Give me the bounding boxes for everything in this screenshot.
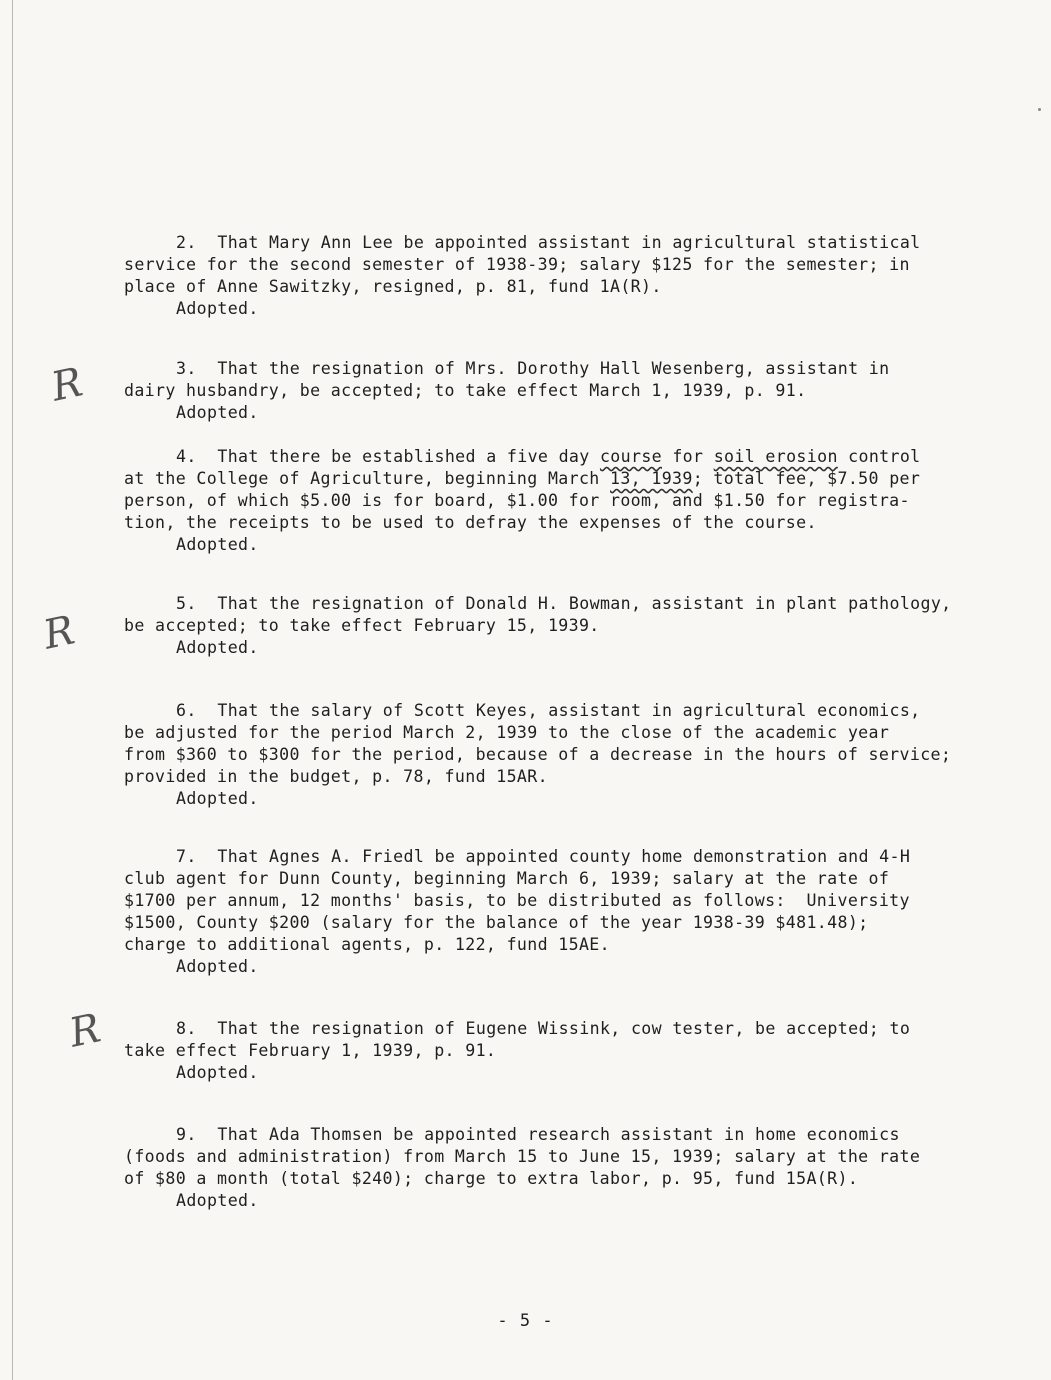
item-line: provided in the budget, p. 78, fund 15AR. [124, 767, 548, 786]
item-line: $1500, County $200 (salary for the balance of the year 1938-39 $481.48); [124, 913, 869, 932]
item-line: from $360 to $300 for the period, because of a decrease in the hours of service; [124, 745, 952, 764]
resolution-item-9 [124, 1124, 964, 1212]
margin-mark-r-item3: R [47, 359, 87, 411]
underlined-soil-erosion: soil erosion [713, 447, 838, 466]
text-run: 4. That there be established a five day [176, 447, 600, 466]
item-line: charge to additional agents, p. 122, fund 15AE. [124, 935, 610, 954]
resolution-item-4 [124, 446, 964, 556]
item-line: $1700 per annum, 12 months' basis, to be distributed as follows: University [124, 891, 910, 910]
margin-mark-r-item8: R [65, 1005, 105, 1057]
item-line: club agent for Dunn County, beginning March 6, 1939; salary at the rate of [124, 869, 890, 888]
item-line: 5. That the resignation of Donald H. Bowman, assistant in plant pathology, [176, 594, 952, 613]
text-run: control [837, 447, 921, 466]
item-line: 2. That Mary Ann Lee be appointed assistant in agricultural statistical [176, 233, 921, 252]
item-line: service for the second semester of 1938-39; salary $125 for the semester; in [124, 255, 910, 274]
text-run: for [662, 447, 714, 466]
item-line: 3. That the resignation of Mrs. Dorothy Hall Wesenberg, assistant in [176, 359, 890, 378]
resolution-item-2 [124, 232, 964, 320]
item-line: take effect February 1, 1939, p. 91. [124, 1041, 497, 1060]
item-line: of $80 a month (total $240); charge to extra labor, p. 95, fund 15A(R). [124, 1169, 859, 1188]
adopted-status: Adopted. [176, 299, 259, 318]
adopted-status: Adopted. [176, 535, 259, 554]
adopted-status: Adopted. [176, 1063, 259, 1082]
adopted-status: Adopted. [176, 403, 259, 422]
item-line [124, 468, 964, 490]
item-line: (foods and administration) from March 15 to June 15, 1939; salary at the rate [124, 1147, 921, 1166]
scan-speck [1038, 108, 1041, 111]
adopted-status: Adopted. [176, 789, 259, 808]
item-line: 8. That the resignation of Eugene Wissink, cow tester, be accepted; to [176, 1019, 911, 1038]
resolution-item-6 [124, 700, 964, 810]
page-left-edge [12, 0, 13, 1380]
resolution-item-7 [124, 846, 964, 978]
item-line: dairy husbandry, be accepted; to take effect March 1, 1939, p. 91. [124, 381, 807, 400]
item-line: 9. That Ada Thomsen be appointed research assistant in home economics [176, 1125, 900, 1144]
resolution-item-8 [124, 1018, 964, 1084]
underlined-date: 13, 1939 [610, 469, 693, 488]
item-line: tion, the receipts to be used to defray the expenses of the course. [124, 513, 817, 532]
adopted-status: Adopted. [176, 638, 259, 657]
page-number: - 5 - [497, 1311, 554, 1331]
adopted-status: Adopted. [176, 957, 259, 976]
resolution-item-3 [124, 358, 964, 424]
underlined-course: course [599, 447, 662, 466]
margin-mark-r-item5: R [39, 607, 79, 659]
adopted-status: Adopted. [176, 1191, 259, 1210]
item-line: place of Anne Sawitzky, resigned, p. 81, fund 1A(R). [124, 277, 662, 296]
item-line: 6. That the salary of Scott Keyes, assistant in agricultural economics, [176, 701, 921, 720]
resolution-item-5 [124, 593, 964, 659]
item-line [124, 446, 964, 468]
item-line: 7. That Agnes A. Friedl be appointed county home demonstration and 4-H [176, 847, 911, 866]
text-run: ; total fee, $7.50 per [692, 469, 921, 488]
item-line: person, of which $5.00 is for board, $1.00 for room, and $1.50 for registra- [124, 491, 910, 510]
text-run: at the College of Agriculture, beginning March [124, 469, 610, 488]
item-line: be accepted; to take effect February 15, 1939. [124, 616, 600, 635]
item-line: be adjusted for the period March 2, 1939 to the close of the academic year [124, 723, 890, 742]
